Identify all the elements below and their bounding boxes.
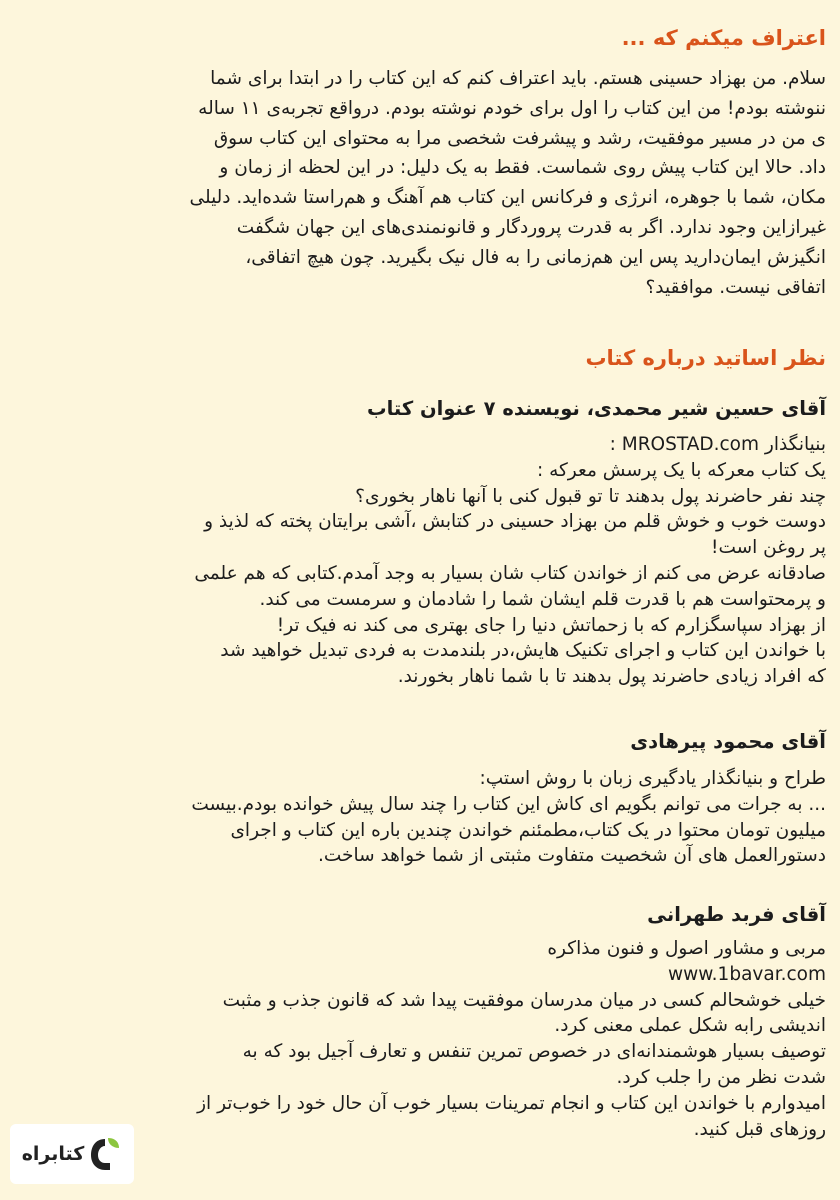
reviewer-line: خیلی خوشحالم کسی در میان مدرسان موفقیت پیدا شد که قانون جذب و مثبت (222, 989, 826, 1011)
intro-line: مکان، شما با جوهره، انرژی و فرکانس این کتاب هم آهنگ و هم‌راستا شده‌اید. دلیلی (189, 187, 826, 209)
reviewer-line: اندیشی رابه شکل عملی معنی کرد. (554, 1015, 826, 1037)
reviewer-line: میلیون تومان محتوا در یک کتاب،مطمئنم خواندن چندین باره این کتاب و اجرای (230, 819, 826, 841)
reviewer-line: دستورالعمل های آن شخصیت متفاوت مثبتی از شما خواهد ساخت. (317, 845, 826, 867)
intro-line: ی من در مسیر موفقیت، رشد و پیشرفت شخصی مرا به محتوای این کتاب سوق (213, 127, 826, 149)
reviewer-line: و پرمحتواست هم با قدرت قلم ایشان شما را شادمان و سرمست می کند. (259, 588, 826, 610)
intro-line: اتفاقی نیست. موافقید؟ (645, 276, 826, 298)
intro-line: انگیزش ایمان‌دارید پس این هم‌زمانی را به فال نیک بگیرید. چون هیچ اتفاقی، (245, 246, 826, 268)
reviewer-line: از بهزاد سپاسگزارم که با زحماتش دنیا را جای بهتری می کند نه فیک تر! (276, 614, 826, 636)
reviewer-line: توصیف بسیار هوشمندانه‌ای در خصوص تمرین تنفس و تعارف آجیل بود که به (242, 1041, 826, 1063)
reviewer-line: چند نفر حاضرند پول بدهند تا تو قبول کنی با آنها ناهار بخوری؟ (355, 485, 826, 507)
reviewer-line: دوست خوب و خوش قلم من بهزاد حسینی در کتابش ،آشی برایتان پخته که لذیذ و (204, 511, 826, 533)
logo-text: کتابراه (21, 1143, 85, 1165)
intro-line: داد. حالا این کتاب پیش روی شماست. فقط به یک دلیل: در این لحظه از زمان و (219, 157, 826, 179)
reviewer-line: یک کتاب معرکه با یک پرسش معرکه : (536, 459, 826, 481)
reviewer-name: آقای محمود پیرهادی (630, 730, 826, 753)
intro-line: غیرازاین وجود ندارد. اگر به قدرت پروردگار و قانونمندی‌های این جهان شگفت (236, 216, 826, 238)
reviewer-comment (14, 432, 826, 690)
reviewer-line: که افراد زیادی حاضرند پول بدهند تا با شما ناهار بخورند. (397, 666, 826, 688)
intro-paragraph (18, 64, 826, 302)
reviewer-line: شدت نظر من را جلب کرد. (616, 1066, 826, 1088)
reviewer-line: پر روغن است! (711, 537, 826, 559)
reviewer-line: بنیانگذار MROSTAD.com : (609, 434, 826, 455)
reviewer-name: آقای حسین شیر محمدی، نویسنده ۷ عنوان کتاب (367, 397, 826, 420)
reviewer-comment (14, 936, 826, 1142)
reviewer-line: مربی و مشاور اصول و فنون مذاکره (547, 938, 826, 959)
reviewer-line: امیدوارم با خواندن این کتاب و انجام تمرینات بسیار خوب آن حال خود را خوب‌تر از (197, 1092, 826, 1114)
intro-heading: اعتراف میکنم که ... (621, 26, 826, 50)
intro-line: ننوشته بودم! من این کتاب را اول برای خودم نوشته بودم. درواقع تجربه‌ی ۱۱ ساله (198, 97, 826, 119)
ketabrah-logo (10, 1124, 134, 1184)
reviewer-line: طراح و بنیانگذار یادگیری زبان با روش استپ: (479, 768, 826, 789)
reviewer-line: ... به جرات می توانم بگویم ای کاش این کتاب را چند سال پیش خوانده بودم.بیست (191, 793, 826, 815)
reviewer-line: صادقانه عرض می کنم از خواندن کتاب شان بسیار به وجد آمدم.کتابی که هم علمی (194, 562, 826, 584)
intro-line: سلام. من بهزاد حسینی هستم. باید اعتراف کنم که این کتاب را در ابتدا برای شما (210, 68, 826, 89)
reviewer-name: آقای فربد طهرانی (647, 903, 826, 926)
reviewer-comment (14, 766, 826, 869)
reviewer-line: با خواندن این کتاب و اجرای تکنیک هایش،در بلندمدت به فردی تبدیل خواهید شد (220, 640, 826, 662)
professors-heading: نظر اساتید درباره کتاب (585, 346, 826, 370)
reviewer-website: www.1bavar.com (667, 963, 826, 985)
reviewer-line: روزهای قبل کنید. (693, 1118, 826, 1140)
ketabrah-logo-icon (88, 1135, 122, 1173)
